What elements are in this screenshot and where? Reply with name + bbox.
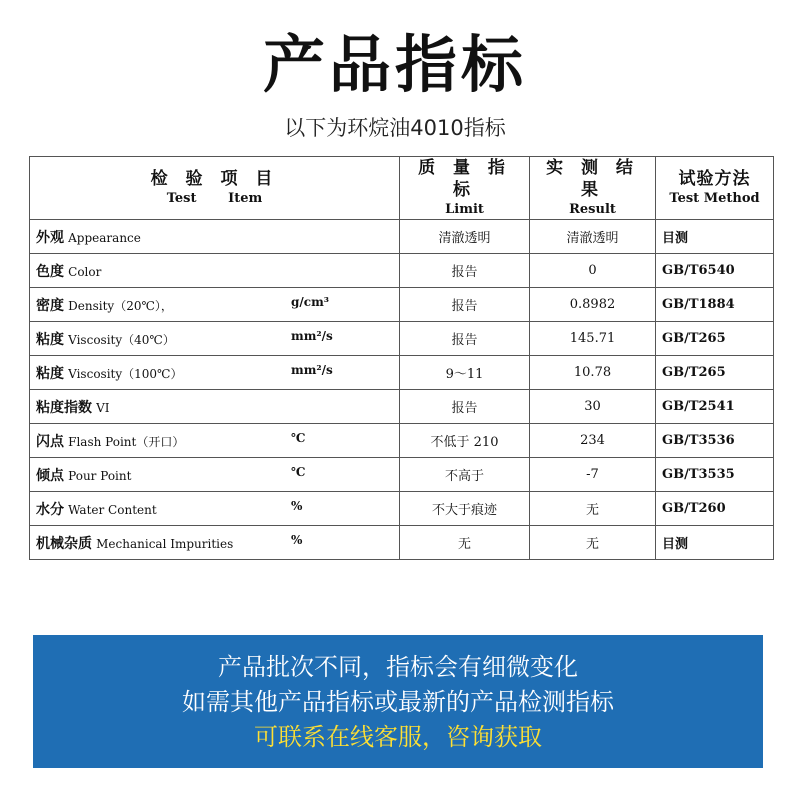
item-en: Appearance	[68, 230, 141, 245]
cell-result: 无	[530, 492, 656, 526]
item-en: Water Content	[68, 502, 157, 517]
header-cn: 实 测 结 果	[546, 158, 639, 200]
cell-result: 234	[530, 424, 656, 458]
cell-method: GB/T1884	[656, 288, 774, 322]
page-subtitle: 以下为环烷油4010指标	[284, 116, 506, 140]
table-row	[30, 492, 774, 526]
item-en: Viscosity（100℃）	[68, 366, 183, 381]
header-test-item	[30, 157, 400, 220]
item-cn: 机械杂质	[36, 535, 92, 552]
item-cn: 倾点	[36, 467, 64, 484]
table-row	[30, 254, 774, 288]
item-cn: 闪点	[36, 433, 64, 450]
banner-line-1: 产品批次不同，指标会有细微变化	[218, 653, 578, 681]
item-unit: %	[291, 498, 303, 513]
table-header-row	[30, 157, 774, 220]
cell-limit: 不低于 210	[400, 424, 530, 458]
header-en: Test Method	[669, 191, 760, 206]
cell-item	[30, 458, 400, 492]
item-unit: mm²/s	[291, 362, 333, 377]
table-row	[30, 390, 774, 424]
cell-method: GB/T3535	[656, 458, 774, 492]
cell-item	[30, 424, 400, 458]
cell-result: 10.78	[530, 356, 656, 390]
cell-item	[30, 254, 400, 288]
cell-result: 清澈透明	[530, 220, 656, 254]
cell-result: 0	[530, 254, 656, 288]
cell-method: GB/T260	[656, 492, 774, 526]
cell-result: -7	[530, 458, 656, 492]
header-en: Limit	[445, 202, 484, 217]
cell-item	[30, 288, 400, 322]
cell-item	[30, 220, 400, 254]
header-en: Test Item	[166, 191, 263, 206]
cell-result: 145.71	[530, 322, 656, 356]
cell-item	[30, 356, 400, 390]
item-unit: ℃	[291, 464, 306, 479]
cell-limit: 不大于痕迹	[400, 492, 530, 526]
cell-item	[30, 492, 400, 526]
item-unit: g/cm³	[291, 294, 330, 309]
item-cn: 粘度指数	[36, 399, 92, 416]
item-en: Viscosity（40℃）	[68, 332, 175, 347]
item-unit: mm²/s	[291, 328, 333, 343]
cell-item	[30, 390, 400, 424]
item-en: Mechanical Impurities	[96, 536, 234, 551]
table-row	[30, 356, 774, 390]
cell-method: GB/T2541	[656, 390, 774, 424]
item-en: Flash Point（开口）	[68, 434, 185, 449]
table-row	[30, 220, 774, 254]
header-limit	[400, 157, 530, 220]
page-title: 产品指标	[262, 28, 527, 101]
cell-limit: 无	[400, 526, 530, 560]
cell-limit: 不高于	[400, 458, 530, 492]
table-row	[30, 458, 774, 492]
cell-limit: 9～11	[400, 356, 530, 390]
table-row	[30, 322, 774, 356]
cell-result: 30	[530, 390, 656, 424]
header-cn: 试验方法	[678, 169, 751, 189]
cell-limit: 报告	[400, 254, 530, 288]
banner-line-3: 可联系在线客服，咨询获取	[254, 723, 542, 751]
cell-limit: 报告	[400, 322, 530, 356]
cell-method: GB/T6540	[656, 254, 774, 288]
contact-banner	[33, 635, 763, 768]
item-cn: 水分	[36, 501, 64, 518]
header-test-method	[656, 157, 774, 220]
item-unit: ℃	[291, 430, 306, 445]
header-cn: 检 验 项 目	[150, 169, 279, 189]
cell-method: 目测	[656, 526, 774, 560]
item-en: Color	[68, 264, 102, 279]
item-cn: 密度	[36, 297, 64, 314]
cell-limit: 报告	[400, 288, 530, 322]
item-cn: 外观	[36, 229, 64, 246]
header-en: Result	[569, 202, 616, 217]
cell-item	[30, 322, 400, 356]
cell-result: 无	[530, 526, 656, 560]
cell-method: GB/T3536	[656, 424, 774, 458]
header-cn: 质 量 指 标	[418, 158, 511, 200]
cell-method: GB/T265	[656, 356, 774, 390]
header-result	[530, 157, 656, 220]
cell-method: GB/T265	[656, 322, 774, 356]
spec-table	[29, 156, 774, 560]
item-en: VI	[96, 400, 110, 415]
cell-result: 0.8982	[530, 288, 656, 322]
item-en: Pour Point	[68, 468, 132, 483]
table-row	[30, 526, 774, 560]
item-cn: 粘度	[36, 365, 64, 382]
item-cn: 粘度	[36, 331, 64, 348]
cell-method: 目测	[656, 220, 774, 254]
item-cn: 色度	[36, 263, 64, 280]
item-unit: %	[291, 532, 303, 547]
banner-line-2: 如需其他产品指标或最新的产品检测指标	[182, 688, 614, 716]
table-row	[30, 424, 774, 458]
item-en: Density（20℃），	[68, 298, 173, 313]
cell-item	[30, 526, 400, 560]
cell-limit: 清澈透明	[400, 220, 530, 254]
cell-limit: 报告	[400, 390, 530, 424]
table-row	[30, 288, 774, 322]
